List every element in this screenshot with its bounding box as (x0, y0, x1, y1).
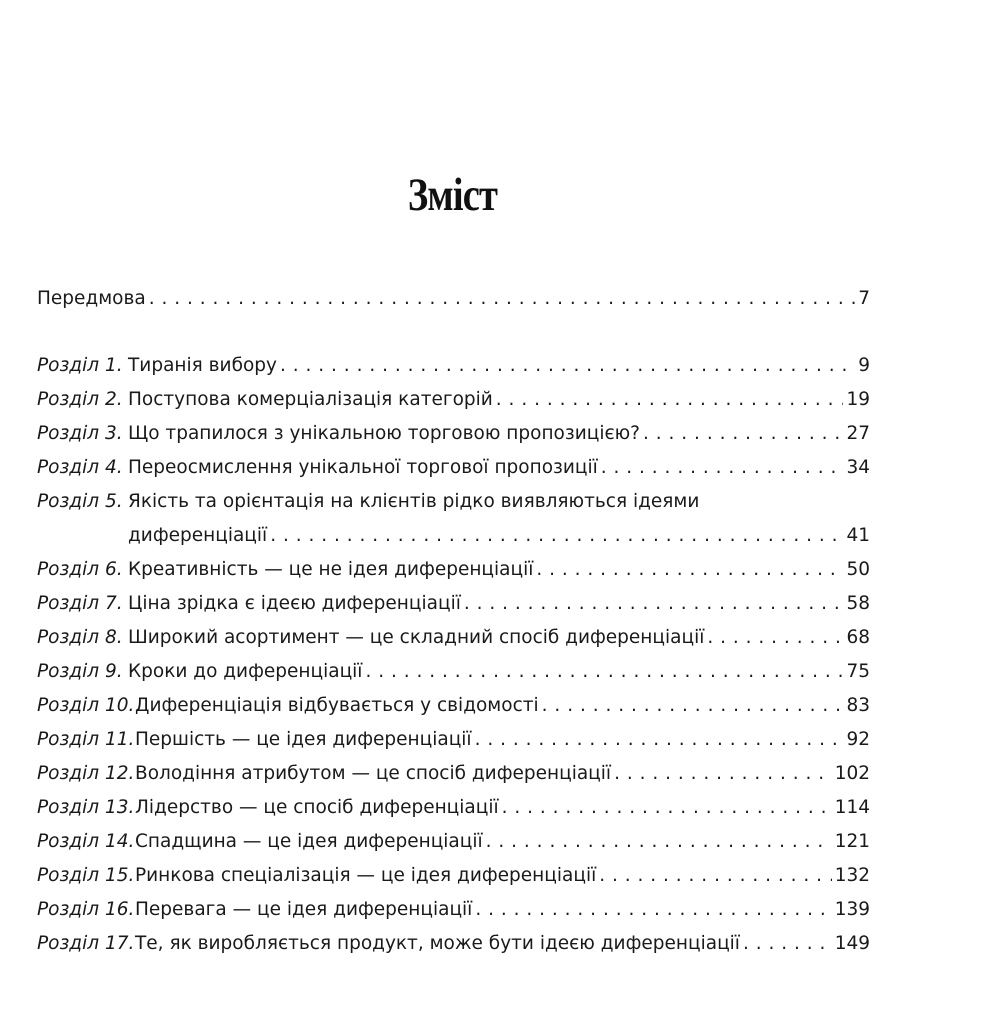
toc-entry-title: Передмова (37, 288, 146, 309)
chapter-number: Розділ 7. (37, 593, 123, 614)
dot-leader (496, 383, 844, 417)
toc-entry-title: Спадщина — це ідея диференціації (135, 831, 483, 852)
toc-entry-chapter[interactable] (37, 383, 870, 417)
toc-entry-title: Ринкова спеціалізація — це ідея диференціації (135, 865, 597, 886)
chapter-number: Розділ 8. (37, 627, 123, 648)
toc-entry-title-continued: диференціації (128, 525, 268, 546)
dot-leader (280, 349, 855, 383)
toc-entry-chapter[interactable] (37, 417, 870, 451)
dot-leader (743, 927, 832, 961)
chapter-list (37, 349, 870, 961)
toc-entry-title: Першість — це ідея диференціації (135, 729, 472, 750)
toc-entry-page: 149 (834, 933, 870, 954)
dot-leader (643, 417, 843, 451)
toc-entry-page: 83 (846, 695, 870, 716)
toc-entry-chapter[interactable] (37, 349, 870, 383)
toc-entry-chapter[interactable] (37, 825, 870, 859)
chapter-number: Розділ 5. (37, 491, 123, 512)
chapter-number: Розділ 6. (37, 559, 123, 580)
chapter-number: Розділ 4. (37, 457, 123, 478)
chapter-number: Розділ 12. (37, 763, 135, 784)
toc-entry-chapter[interactable] (37, 621, 870, 655)
toc-entry-title: Ціна зрідка є ідеєю диференціації (128, 593, 461, 614)
chapter-number: Розділ 17. (37, 933, 135, 954)
toc-entry-title: Тиранія вибору (128, 355, 277, 376)
toc-entry-page: 27 (846, 423, 870, 444)
chapter-number: Розділ 16. (37, 899, 135, 920)
toc-entry-title: Диференціація відбувається у свідомості (135, 695, 539, 716)
toc-entry-page: 139 (834, 899, 870, 920)
dot-leader (149, 282, 855, 316)
chapter-number: Розділ 1. (37, 355, 123, 376)
toc-entry-page: 121 (834, 831, 870, 852)
dot-leader (536, 553, 843, 587)
toc-entry-page: 102 (834, 763, 870, 784)
toc-entry-page: 68 (846, 627, 870, 648)
dot-leader (486, 825, 832, 859)
dot-leader (614, 757, 832, 791)
toc-entry-title: Переосмислення унікальної торгової пропозиції (128, 457, 598, 478)
dot-leader (599, 859, 831, 893)
toc-entry-title: Широкий асортимент — це складний спосіб диференціації (128, 627, 705, 648)
toc-entry-title: Якість та орієнтація на клієнтів рідко виявляються ідеями (128, 491, 700, 512)
toc-entry-page: 50 (846, 559, 870, 580)
chapter-number: Розділ 11. (37, 729, 135, 750)
page-title: Зміст (407, 169, 498, 221)
dot-leader (601, 451, 844, 485)
toc-entry-chapter[interactable] (37, 451, 870, 485)
chapter-number: Розділ 13. (37, 797, 135, 818)
toc-entry-title: Те, як виробляється продукт, може бути ідеєю диференціації (135, 933, 740, 954)
chapter-number: Розділ 3. (37, 423, 123, 444)
toc-entry-chapter[interactable] (37, 553, 870, 587)
toc-entry-page: 19 (846, 389, 870, 410)
dot-leader (475, 893, 831, 927)
toc-entry-chapter[interactable] (37, 791, 870, 825)
toc-entry-chapter[interactable] (37, 689, 870, 723)
dot-leader (365, 655, 843, 689)
dot-leader (464, 587, 844, 621)
toc-entry-chapter[interactable] (37, 485, 870, 553)
dot-leader (270, 519, 843, 553)
toc-entry-chapter[interactable] (37, 723, 870, 757)
chapter-number: Розділ 9. (37, 661, 123, 682)
toc-entry-chapter[interactable] (37, 757, 870, 791)
chapter-number: Розділ 14. (37, 831, 135, 852)
toc-entry-title: Володіння атрибутом — це спосіб диференціації (135, 763, 612, 784)
toc-entry-chapter[interactable] (37, 859, 870, 893)
table-of-contents (37, 282, 870, 961)
toc-entry-page: 9 (858, 355, 870, 376)
toc-entry-page: 75 (846, 661, 870, 682)
toc-entry-page: 92 (846, 729, 870, 750)
toc-entry-title: Перевага — це ідея диференціації (135, 899, 473, 920)
toc-entry-page: 58 (846, 593, 870, 614)
toc-entry-preface[interactable] (37, 282, 870, 316)
chapter-number: Розділ 10. (37, 695, 135, 716)
chapter-number: Розділ 15. (37, 865, 135, 886)
toc-entry-title: Кроки до диференціації (128, 661, 363, 682)
chapter-number: Розділ 2. (37, 389, 123, 410)
dot-leader (707, 621, 843, 655)
toc-entry-page: 41 (846, 525, 870, 546)
dot-leader (542, 689, 844, 723)
toc-entry-page: 7 (858, 288, 870, 309)
toc-entry-page: 34 (846, 457, 870, 478)
toc-entry-chapter[interactable] (37, 587, 870, 621)
toc-entry-title: Креативність — це не ідея диференціації (128, 559, 534, 580)
toc-entry-page: 114 (834, 797, 870, 818)
dot-leader (475, 723, 844, 757)
toc-entry-title: Поступова комерціалізація категорій (128, 389, 493, 410)
dot-leader (502, 791, 832, 825)
toc-entry-chapter[interactable] (37, 893, 870, 927)
toc-entry-page: 132 (834, 865, 870, 886)
toc-entry-chapter[interactable] (37, 927, 870, 961)
toc-entry-chapter[interactable] (37, 655, 870, 689)
toc-entry-title: Що трапилося з унікальною торговою пропозицією? (128, 423, 641, 444)
toc-entry-title: Лідерство — це спосіб диференціації (135, 797, 499, 818)
